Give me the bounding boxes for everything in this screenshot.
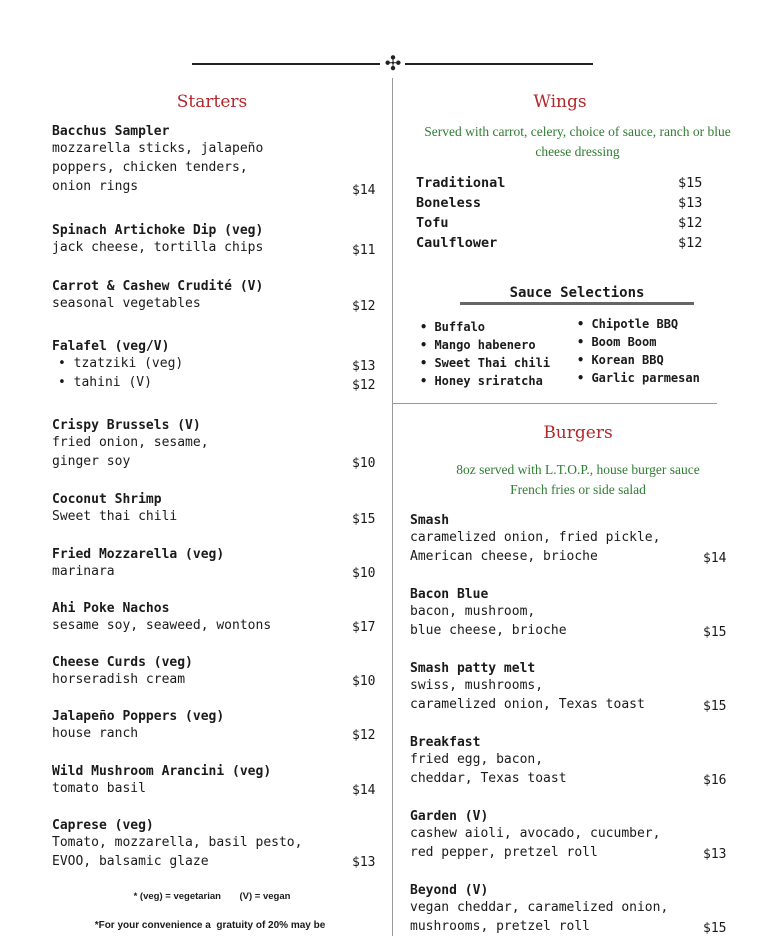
- sauce-item: • Garlic parmesan: [577, 371, 700, 385]
- item-price: $13: [703, 847, 727, 862]
- item-desc: poppers, chicken tenders,: [52, 160, 248, 175]
- item-name: Falafel (veg/V): [52, 339, 170, 354]
- wings-title: Wings: [533, 92, 587, 112]
- item-desc: swiss, mushrooms,: [410, 678, 544, 693]
- item-name: Caulflower: [416, 235, 498, 251]
- item-name: Traditional: [416, 175, 506, 191]
- starter-item: [52, 339, 382, 392]
- column-divider: [392, 78, 393, 936]
- diet-legend: * (veg) = vegetarian (V) = vegan: [133, 891, 291, 902]
- item-price: $15: [678, 175, 703, 191]
- starter-item: [52, 418, 382, 471]
- item-price: $14: [703, 551, 727, 566]
- item-name: Garden (V): [410, 809, 489, 824]
- wings-subtitle: [395, 122, 760, 162]
- wing-row: [416, 235, 716, 255]
- item-desc: American cheese, brioche: [410, 549, 598, 564]
- sauce-list-right: [577, 315, 700, 387]
- item-desc: seasonal vegetables: [52, 296, 201, 311]
- item-desc: mozzarella sticks, jalapeño: [52, 141, 264, 156]
- item-name: Caprese (veg): [52, 818, 154, 833]
- sauce-item: • Buffalo: [420, 320, 486, 334]
- item-desc: caramelized onion, Texas toast: [410, 697, 645, 712]
- item-name: Wild Mushroom Arancini (veg): [52, 764, 272, 779]
- starter-item: [52, 601, 382, 635]
- item-price: $14: [352, 183, 376, 198]
- section-divider-wings-burgers: [392, 403, 717, 404]
- item-desc: blue cheese, brioche: [410, 623, 567, 638]
- burger-item: [410, 587, 740, 640]
- item-sub-option: • tzatziki (veg): [58, 356, 184, 371]
- burgers-subtitle: [400, 460, 756, 500]
- item-desc: onion rings: [52, 179, 139, 194]
- sauce-item: • Korean BBQ: [577, 353, 664, 367]
- item-name: Smash patty melt: [410, 661, 536, 676]
- item-name: Bacchus Sampler: [52, 124, 170, 139]
- starter-item: [52, 223, 382, 257]
- gratuity-note: *For your convenience a gratuity of 20% may be: [94, 920, 326, 931]
- item-price: $12: [678, 215, 703, 231]
- item-price: $16: [703, 773, 727, 788]
- starters-title: Starters: [176, 92, 248, 112]
- item-desc: caramelized onion, fried pickle,: [410, 530, 661, 545]
- burgers-subtitle-line: 8oz served with L.T.O.P., house burger sauce: [456, 462, 700, 477]
- wing-row: [416, 215, 716, 235]
- item-price: $13: [352, 359, 376, 374]
- item-name: Jalapeño Poppers (veg): [52, 709, 225, 724]
- item-desc: Sweet thai chili: [52, 509, 178, 524]
- item-desc: EVOO, balsamic glaze: [52, 854, 209, 869]
- starter-item: [52, 547, 382, 581]
- wings-subtitle-line: cheese dressing: [535, 144, 620, 159]
- item-price: $14: [352, 783, 376, 798]
- wings-subtitle-line: Served with carrot, celery, choice of sauce, ranch or blue: [424, 124, 731, 139]
- burger-item: [410, 661, 740, 714]
- item-name: Coconut Shrimp: [52, 492, 162, 507]
- header-ornament-line-right: [405, 63, 593, 65]
- sauce-title-underline: [460, 302, 694, 305]
- item-price: $15: [352, 512, 376, 527]
- item-name: Breakfast: [410, 735, 481, 750]
- burger-item: [410, 809, 740, 862]
- item-desc: vegan cheddar, caramelized onion,: [410, 900, 669, 915]
- burger-item: [410, 735, 740, 788]
- sauce-item: • Sweet Thai chili: [420, 356, 551, 370]
- item-desc: red pepper, pretzel roll: [410, 845, 598, 860]
- item-price: $12: [678, 235, 703, 251]
- sauce-list-left: [420, 318, 550, 390]
- item-price: $10: [352, 674, 376, 689]
- item-sub-option: • tahini (V): [58, 375, 152, 390]
- starter-item: [52, 124, 382, 196]
- item-desc: ginger soy: [52, 454, 131, 469]
- item-desc: jack cheese, tortilla chips: [52, 240, 264, 255]
- item-price: $13: [352, 855, 376, 870]
- burger-item: [410, 513, 740, 566]
- header-ornament-icon: ✣: [384, 51, 402, 75]
- item-name: Boneless: [416, 195, 482, 211]
- item-desc: bacon, mushroom,: [410, 604, 536, 619]
- sauce-item: • Mango habenero: [420, 338, 536, 352]
- starter-item: [52, 764, 382, 798]
- item-name: Carrot & Cashew Crudité (V): [52, 279, 264, 294]
- item-name: Smash: [410, 513, 450, 528]
- item-desc: fried egg, bacon,: [410, 752, 544, 767]
- item-name: Cheese Curds (veg): [52, 655, 193, 670]
- sauce-selections-title: Sauce Selections: [509, 285, 645, 301]
- item-desc: horseradish cream: [52, 672, 186, 687]
- item-desc: tomato basil: [52, 781, 146, 796]
- item-desc: fried onion, sesame,: [52, 435, 209, 450]
- burger-item: [410, 883, 740, 936]
- item-desc: cashew aioli, avocado, cucumber,: [410, 826, 661, 841]
- sauce-item: • Chipotle BBQ: [577, 317, 679, 331]
- item-name: Spinach Artichoke Dip (veg): [52, 223, 264, 238]
- starter-item: [52, 492, 382, 526]
- item-price: $15: [703, 699, 727, 714]
- starter-item: [52, 709, 382, 743]
- wing-row: [416, 175, 716, 195]
- item-price: $12: [352, 728, 376, 743]
- item-desc: house ranch: [52, 726, 139, 741]
- item-name: Fried Mozzarella (veg): [52, 547, 225, 562]
- wing-row: [416, 195, 716, 215]
- sauce-item: • Honey sriratcha: [420, 374, 543, 388]
- item-price: $13: [678, 195, 703, 211]
- item-desc: mushrooms, pretzel roll: [410, 919, 591, 934]
- sauce-item: • Boom Boom: [577, 335, 657, 349]
- starter-item: [52, 655, 382, 689]
- item-price: $10: [352, 566, 376, 581]
- item-price: $17: [352, 620, 376, 635]
- starter-item: [52, 279, 382, 313]
- item-desc: cheddar, Texas toast: [410, 771, 567, 786]
- burgers-title: Burgers: [543, 423, 613, 443]
- burgers-subtitle-line: French fries or side salad: [510, 482, 646, 497]
- item-desc: sesame soy, seaweed, wontons: [52, 618, 272, 633]
- starter-item: [52, 818, 382, 871]
- item-price: $12: [352, 378, 376, 393]
- item-price: $15: [703, 625, 727, 640]
- item-name: Bacon Blue: [410, 587, 489, 602]
- item-price: $10: [352, 456, 376, 471]
- item-desc: Tomato, mozzarella, basil pesto,: [52, 835, 303, 850]
- header-ornament-line-left: [192, 63, 380, 65]
- item-name: Beyond (V): [410, 883, 489, 898]
- item-price: $12: [352, 299, 376, 314]
- item-name: Ahi Poke Nachos: [52, 601, 170, 616]
- item-name: Tofu: [416, 215, 449, 231]
- item-name: Crispy Brussels (V): [52, 418, 201, 433]
- item-desc: marinara: [52, 564, 115, 579]
- item-price: $15: [703, 921, 727, 936]
- item-price: $11: [352, 243, 376, 258]
